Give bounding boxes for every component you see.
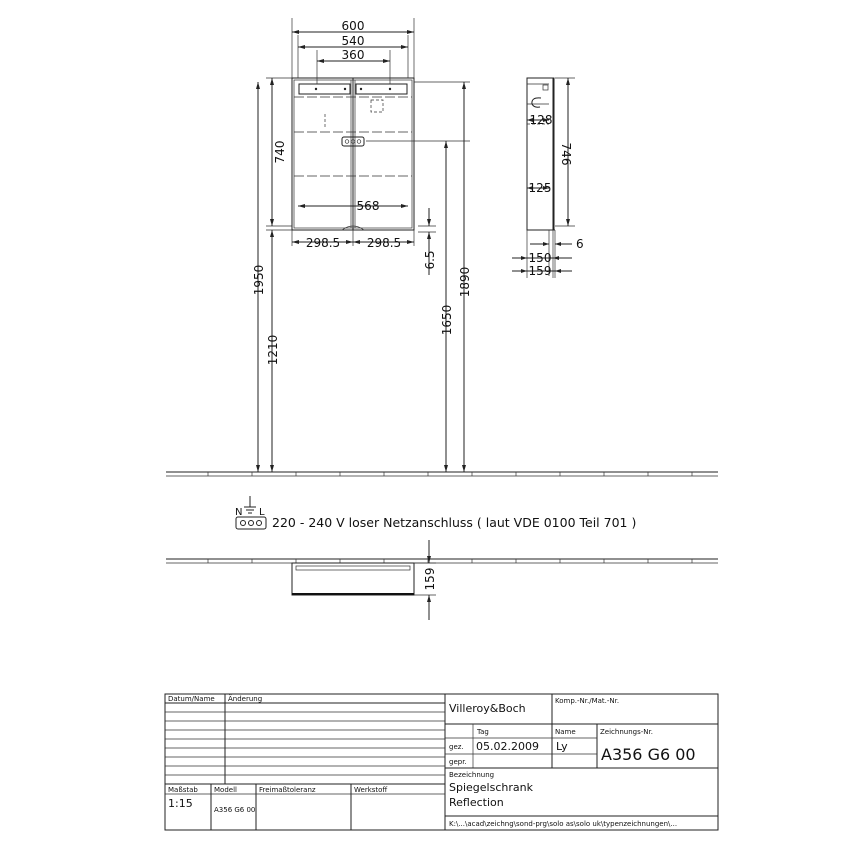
tb-werkstoff-label: Werkstoff bbox=[354, 786, 388, 794]
tb-massstab-label: Maßstab bbox=[168, 786, 198, 794]
tb-modell-label: Modell bbox=[214, 786, 237, 794]
dim-6: 6 bbox=[576, 237, 584, 251]
tb-title-line1: Spiegelschrank bbox=[449, 781, 533, 794]
symbol-l: L bbox=[259, 507, 265, 518]
dim-360: 360 bbox=[341, 48, 365, 62]
tb-modell-value: A356 G6 00 bbox=[214, 806, 256, 814]
tb-zeichnungsnr-label: Zeichnungs-Nr. bbox=[600, 728, 653, 736]
dim-746: 746 bbox=[559, 142, 573, 166]
dim-6-5-group bbox=[418, 208, 437, 275]
socket-box bbox=[371, 100, 383, 112]
dim-159-side: 159 bbox=[528, 264, 552, 278]
front-top-dimensions bbox=[292, 18, 414, 84]
floor-line-top bbox=[166, 472, 718, 476]
dim-159-plan: 159 bbox=[423, 567, 437, 591]
tb-komp-label: Komp.-Nr./Mat.-Nr. bbox=[555, 697, 620, 705]
dim-540: 540 bbox=[341, 34, 365, 48]
floor-line-bottom bbox=[166, 559, 718, 563]
tb-datum-name-label: Datum/Name bbox=[168, 695, 215, 703]
dim-740: 740 bbox=[273, 140, 287, 164]
dim-298-right: 298.5 bbox=[366, 236, 402, 250]
dim-1890: 1890 bbox=[458, 266, 472, 298]
dim-600: 600 bbox=[341, 19, 365, 33]
dim-right-heights bbox=[366, 82, 472, 472]
electrical-note: 220 - 240 V loser Netzanschluss ( laut VDE 0100 Teil 701 ) bbox=[272, 515, 637, 530]
tb-gez-name: Ly bbox=[556, 740, 568, 753]
dim-298-group bbox=[292, 230, 414, 250]
tb-tag-label: Tag bbox=[477, 728, 489, 736]
dim-1650: 1650 bbox=[440, 304, 454, 336]
dim-568: 568 bbox=[356, 199, 380, 213]
title-block bbox=[165, 694, 718, 830]
tb-path: K:\...\acad\zeichng\sond-prg\solo as\solo uk\typenzeichnungen\... bbox=[449, 820, 678, 828]
light-strip-right bbox=[356, 84, 407, 94]
dim-298-left: 298.5 bbox=[305, 236, 341, 250]
tb-brand: Villeroy&Boch bbox=[449, 702, 526, 715]
light-strip-left bbox=[299, 84, 350, 94]
dim-1210: 1210 bbox=[266, 334, 280, 366]
tb-gez-date: 05.02.2009 bbox=[476, 740, 539, 753]
tb-aenderung-label: Änderung bbox=[228, 695, 263, 703]
tb-freimass-label: Freimaßtoleranz bbox=[259, 786, 316, 794]
tb-gepr-label: gepr. bbox=[449, 758, 467, 766]
tb-gez-label: gez. bbox=[449, 743, 464, 751]
side-view bbox=[527, 78, 555, 230]
dim-1950: 1950 bbox=[252, 264, 266, 296]
tb-title-line2: Reflection bbox=[449, 796, 504, 809]
plan-view bbox=[292, 540, 437, 620]
dim-6-5: 6.5 bbox=[423, 250, 437, 270]
side-dimensions bbox=[512, 78, 584, 278]
tb-bezeichnung-label: Bezeichnung bbox=[449, 771, 495, 779]
dim-150: 150 bbox=[528, 251, 552, 265]
dim-125: 125 bbox=[528, 181, 552, 195]
dim-740-group bbox=[266, 78, 292, 226]
dim-128: 128 bbox=[529, 113, 553, 127]
tb-drawing-number: A356 G6 00 bbox=[601, 745, 696, 764]
tb-name-label: Name bbox=[555, 728, 576, 736]
electrical-symbol bbox=[235, 496, 266, 529]
tb-massstab-value: 1:15 bbox=[168, 797, 193, 810]
front-view bbox=[292, 78, 414, 230]
symbol-n: N bbox=[235, 507, 243, 518]
